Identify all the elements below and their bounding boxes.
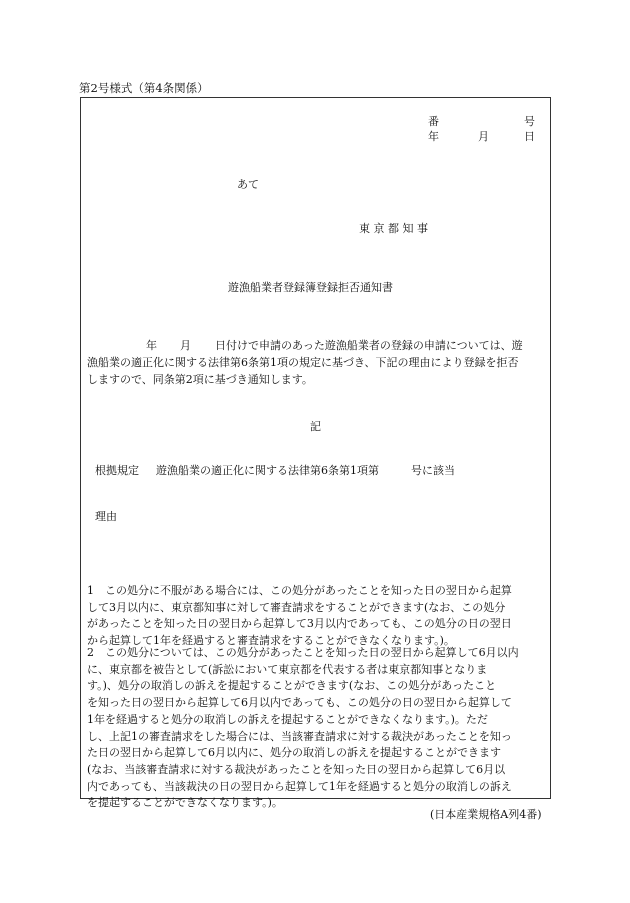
note-2-line: を提起することができなくなります。)。 bbox=[87, 796, 283, 810]
reason-label: 理由 bbox=[95, 510, 117, 523]
basis-suffix: 号に該当 bbox=[411, 464, 455, 477]
note-2-line: に、東京都を被告として(訴訟において東京都を代表する者は東京都知事となりま bbox=[87, 662, 488, 676]
date-day: 日 bbox=[524, 130, 535, 143]
number-suffix: 号 bbox=[524, 115, 535, 128]
addressee: あて bbox=[237, 178, 259, 191]
form-label: 第2号様式（第4条関係） bbox=[79, 81, 209, 95]
issuer-title: 東 京 都 知 事 bbox=[359, 222, 428, 235]
document-title: 遊漁船業者登録簿登録拒否通知書 bbox=[228, 281, 393, 294]
basis-text: 遊漁船業の適正化に関する法律第6条第1項第 bbox=[156, 464, 379, 477]
body-line-3: しますので、同条第2項に基づき通知します。 bbox=[87, 373, 313, 386]
note-2-line: を知った日の翌日から起算して6月以内であっても、この処分の日の翌日から起算して bbox=[87, 696, 512, 710]
date-year: 年 bbox=[428, 130, 439, 143]
ki-heading: 記 bbox=[310, 420, 321, 433]
body-line-2: 漁船業の適正化に関する法律第6条第1項の規定に基づき、下記の理由により登録を拒否 bbox=[87, 356, 519, 369]
note-2-line: 内であっても、当該裁決の日の翌日から起算して1年を経過すると処分の取消しの訴え bbox=[87, 779, 512, 793]
note-2-line: 1年を経過すると処分の取消しの訴えを提起することができなくなります。)。ただ bbox=[87, 712, 488, 726]
note-1 bbox=[87, 583, 512, 650]
body-year: 年 bbox=[146, 339, 157, 352]
note-2-line: し、上記1の審査請求をした場合には、当該審査請求に対する裁決があったことを知っ bbox=[87, 729, 512, 743]
note-2-line: た日の翌日から起算して6月以内に、処分の取消しの訴えを提起することができます bbox=[87, 746, 501, 760]
note-1-line: して3月以内に、東京都知事に対して審査請求をすることができます(なお、この処分 bbox=[87, 600, 506, 614]
note-1-line: があったことを知った日の翌日から起算して3月以内であっても、この処分の日の翌日 bbox=[87, 617, 512, 631]
note-2 bbox=[87, 645, 519, 812]
note-2-line: す。)、処分の取消しの訴えを提起することができます(なお、この処分があったこと bbox=[87, 679, 497, 693]
note-2-line: (なお、当該審査請求に対する裁決があったことを知った日の翌日から起算して6月以 bbox=[87, 762, 506, 776]
note-1-line: 1 この処分に不服がある場合には、この処分があったことを知った日の翌日から起算 bbox=[87, 584, 512, 597]
date-month: 月 bbox=[478, 130, 489, 143]
note-1-line: から起算して1年を経過すると審査請求をすることができなくなります。)。 bbox=[87, 634, 455, 648]
body-line-1: 日付けで申請のあった遊漁船業者の登録の申請については、遊 bbox=[215, 339, 523, 352]
note-2-line: 2 この処分については、この処分があったことを知った日の翌日から起算して6月以内 bbox=[87, 646, 519, 659]
paper-spec: (日本産業規格A列4番) bbox=[430, 808, 542, 821]
body-month: 月 bbox=[180, 339, 191, 352]
basis-label: 根拠規定 bbox=[95, 464, 139, 477]
number-label: 番 bbox=[428, 115, 439, 128]
